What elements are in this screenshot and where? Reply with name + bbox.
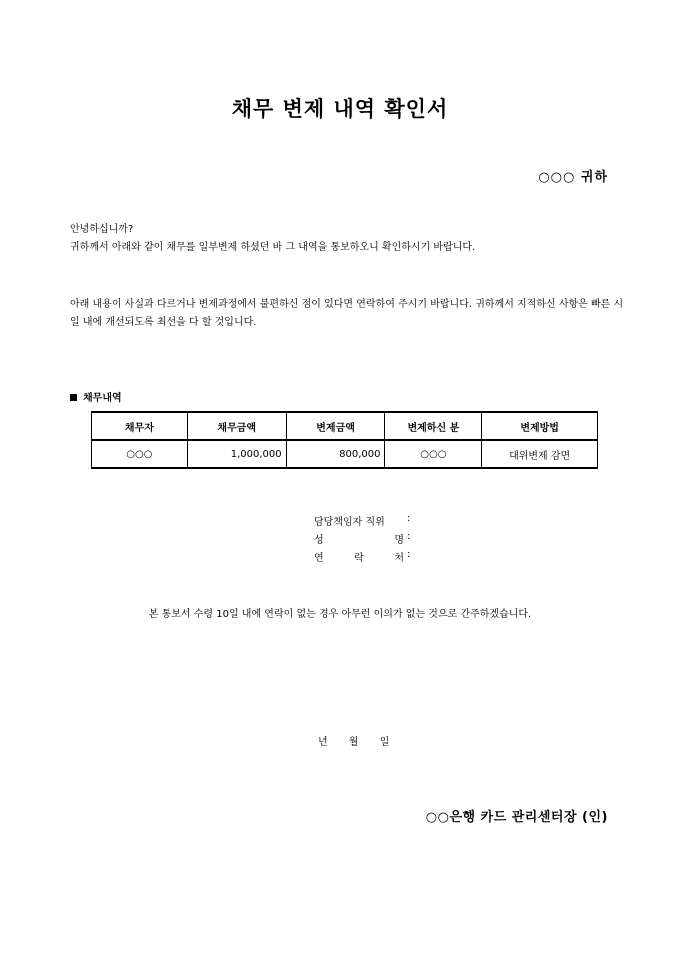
- cell-debt-amount: 1,000,000: [187, 440, 286, 468]
- deadline-notice: 본 통보서 수령 10일 내에 연락이 없는 경우 아무런 이의가 없는 것으로 간주하겠습니다.: [148, 609, 532, 620]
- header-method: 변제방법: [482, 412, 598, 440]
- phone-colon: :: [407, 549, 411, 560]
- debt-table: [91, 411, 598, 469]
- phone-label-char: 연: [314, 553, 324, 564]
- document-title: 채무 변제 내역 확인서: [231, 97, 449, 121]
- notice-paragraph: 아래 내용이 사실과 다르거나 변제과정에서 불편하신 점이 있다면 연락하여 주시기 바랍니다. 귀하께서 지적하신 사항은 빠른 시일 내에 개선되도록 최선을 다 할 것입니다.: [70, 299, 624, 328]
- intro-text: 귀하께서 아래와 같이 채무를 일부변제 하셨던 바 그 내역을 통보하오니 확인하시기 바랍니다.: [70, 242, 476, 253]
- contact-block: [0, 513, 680, 567]
- header-repay-amount: 변제금액: [286, 412, 385, 440]
- table-header-row: [92, 412, 598, 440]
- phone-label: [314, 549, 404, 564]
- greeting-text: 안녕하십니까?: [70, 224, 134, 235]
- phone-label-char: 처: [394, 553, 404, 564]
- name-label-char: 명: [394, 535, 404, 546]
- name-label-char: 성: [314, 535, 324, 546]
- section-title: [70, 389, 122, 404]
- cell-payer: ○○○: [385, 440, 482, 468]
- signature-line: ○○은행 카드 관리센터장 (인): [425, 810, 608, 825]
- recipient: ○○○ 귀하: [538, 170, 608, 185]
- header-debtor: 채무자: [92, 412, 188, 440]
- intro-paragraph: [70, 221, 625, 257]
- table-row: [92, 440, 598, 468]
- header-payer: 변제하신 분: [385, 412, 482, 440]
- date-month: 월: [348, 737, 359, 748]
- square-bullet-icon: [70, 394, 77, 401]
- name-label: [314, 531, 404, 546]
- section-title-text: 채무내역: [83, 393, 122, 404]
- name-colon: :: [407, 531, 411, 542]
- contact-name-row: [0, 531, 680, 549]
- cell-debtor: ○○○: [92, 440, 188, 468]
- contact-phone-row: [0, 549, 680, 567]
- phone-label-char: 락: [354, 553, 364, 564]
- header-debt-amount: 채무금액: [187, 412, 286, 440]
- position-colon: :: [407, 513, 411, 524]
- cell-repay-amount: 800,000: [286, 440, 385, 468]
- position-label: 담당책임자 직위: [314, 517, 385, 528]
- date-line: [318, 733, 407, 748]
- date-year: 년: [318, 737, 328, 748]
- cell-method: 대위변제 감면: [482, 440, 598, 468]
- contact-position-row: [0, 513, 680, 531]
- date-day: 일: [379, 737, 390, 748]
